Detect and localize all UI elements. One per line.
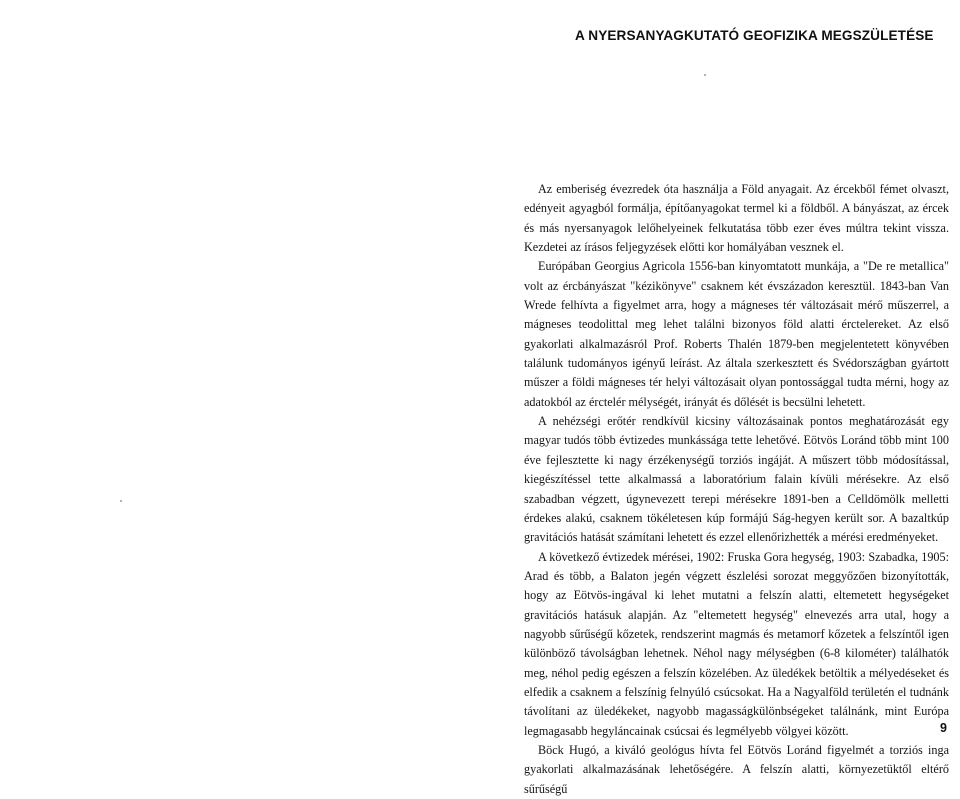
paragraph: A következő évtizedek mérései, 1902: Fruska Gora hegység, 1903: Szabadka, 1905: Arad és több, a Balaton jegén végzett észlelési sorozat meggyőzően bizonyították, hogy az Eötvös-ingával ki lehet mutatni a felszín alatti, eltemetett hegységeket gravitációs hatásuk alapján. Az "eltemetett hegység" elnevezés arra utal, hogy a nagyobb sűrűségű kőzetek, rendszerint magmás és metamorf kőzetek a felszíntől igen különböző távolságban lehetnek. Néhol nagy mélységben (6-8 kilométer) találhatók meg, néhol pedig egészen a felszín közelében. Az üledékek betöltik a mélyedéseket és elfedik a csaknem a felszínig felnyúló csúcsokat. Ha a Nagyalföld területén el tudnánk távolítani az üledékeket, nagyobb magasságkülönbségeket találnánk, mint Európa legmagasabb hegyláncainak csúcsai és legmélyebb völgyei között. [524, 549, 949, 738]
scan-speck [120, 500, 122, 502]
scan-speck [704, 74, 706, 76]
paragraph: A nehézségi erőtér rendkívül kicsiny változásainak pontos meghatározását egy magyar tudós több évtizedes munkássága tette lehetővé. Eötvös Loránd több mint 100 éve fejlesztette ki nagy érzékenységű torziós ingáját. A műszert több módosítással, kiegészítéssel tette alkalmassá a laboratórium falain kívüli mérésekre. Az első szabadban végzett, úgynevezett terepi mérésekre 1891-ben a Celldömölk melletti érdekes alakú, csaknem tökéletesen kúp formájú Ság-hegyen került sor. A bazaltkúp gravitációs hatását számítani lehetett és ezzel ellenőrizhették a mérési eredményeket. [524, 414, 949, 545]
body-text [524, 180, 949, 799]
paragraph: Európában Georgius Agricola 1556-ban kinyomtatott munkája, a "De re metallica" volt az ércbányászat "kézikönyve" csaknem két évszázadon keresztül. 1843-ban Van Wrede felhívta a figyelmet arra, hogy a mágneses tér változásait mérő műszerrel, a mágneses teodolittal meg lehet találni bizonyos föld alatti érctelereket. Az első gyakorlati alkalmazásról Prof. Roberts Thalén 1879-ben megjelentetett könyvében találunk tudományos igényű leírást. Az általa szerkesztett és Svédországban gyártott műszer a földi mágneses tér helyi változásait olyan pontossággal tudta mérni, hogy az adatokból az érctelér mélységét, irányát és dőlését is becsülni lehetett. [524, 259, 949, 409]
paragraph: Böck Hugó, a kiváló geológus hívta fel Eötvös Loránd figyelmét a torziós inga gyakorlati alkalmazásának lehetőségére. A felszín alatti, környezetüktől eltérő sűrűségű [524, 742, 949, 796]
paragraph: Az emberiség évezredek óta használja a Föld anyagait. Az ércekből fémet olvaszt, edényeit agyagból formálja, építőanyagokat termel ki a földből. A bányászat, az ércek és más nyersanyagok lelőhelyeinek felkutatása több ezer éves múltra tekint vissza. Kezdetei az írásos feljegyzések előtti kor homályában vesznek el. [524, 182, 949, 255]
chapter-title: A NYERSANYAGKUTATÓ GEOFIZIKA MEGSZÜLETÉSE [575, 28, 934, 43]
page-number: 9 [940, 721, 947, 735]
